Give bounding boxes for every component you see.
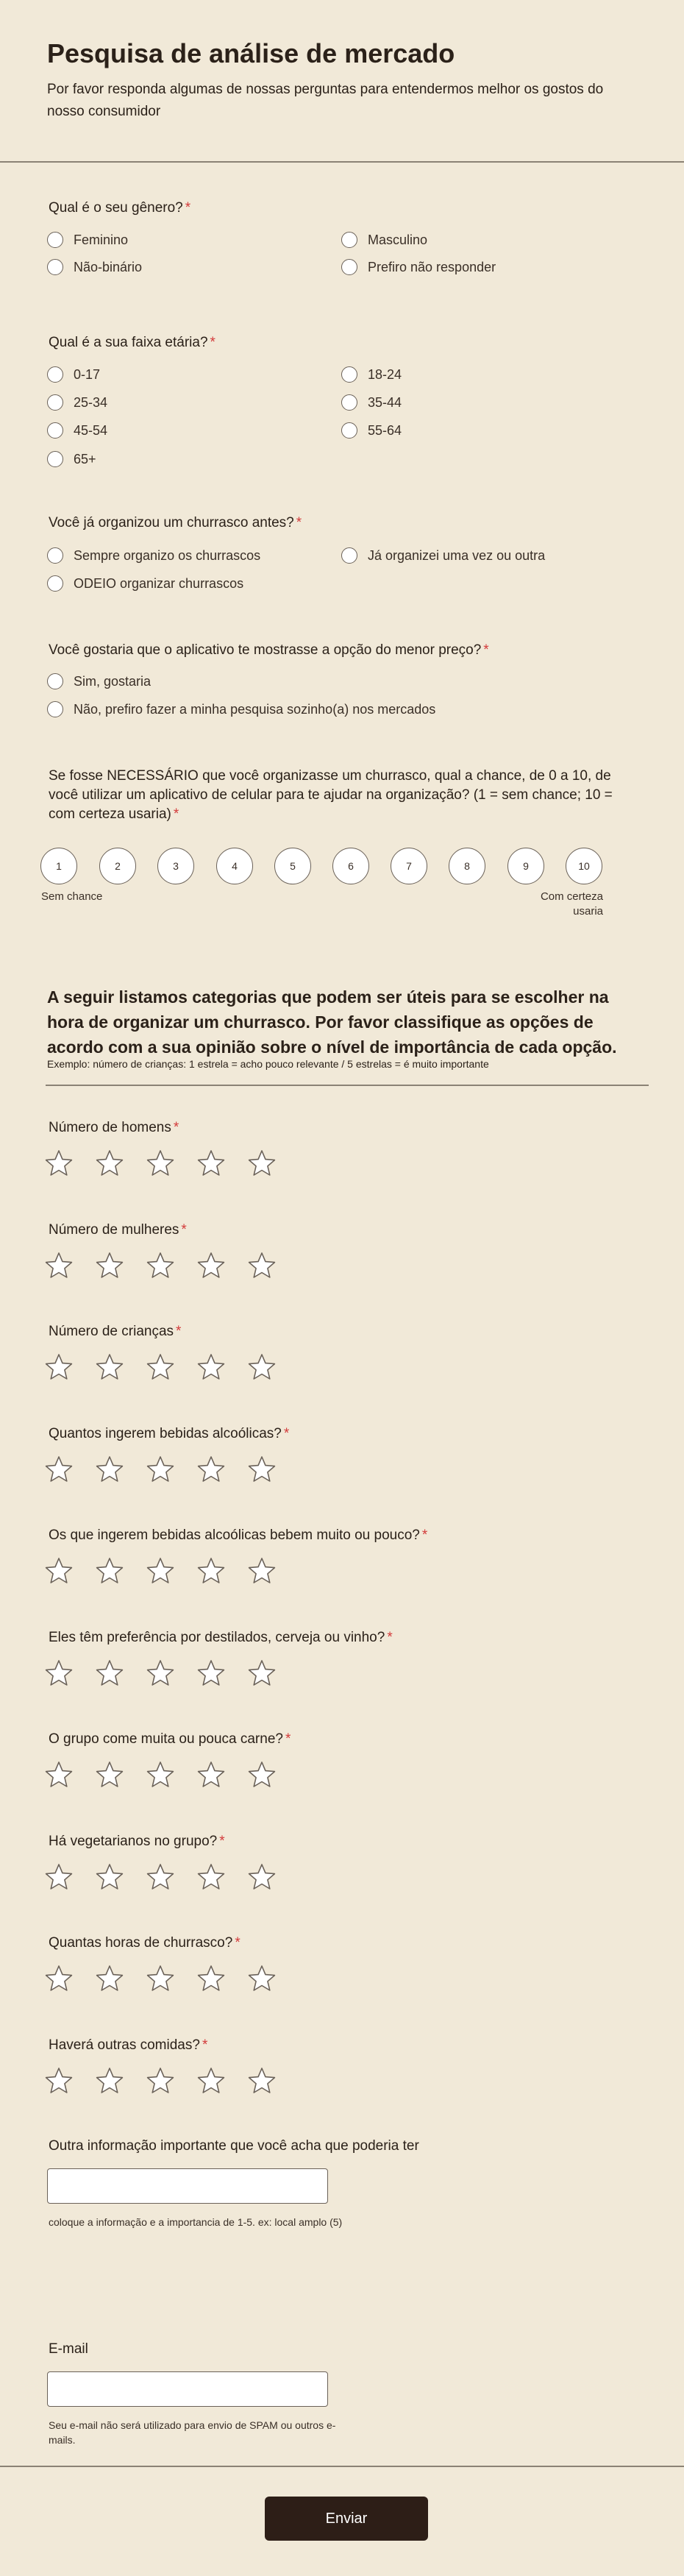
other-info-input[interactable]: [47, 2168, 328, 2204]
star-icon[interactable]: [247, 1556, 277, 1586]
section-note: Exemplo: número de crianças: 1 estrela = acho pouco relevante / 5 estrelas = é muito importante: [47, 1058, 489, 1070]
divider: [0, 2466, 684, 2467]
star-icon[interactable]: [44, 1964, 74, 1993]
radio-option[interactable]: Masculino: [341, 230, 427, 250]
question-chance: Se fosse NECESSÁRIO que você organizasse um churrasco, qual a chance, de 0 a 10, de você utilizar um aplicativo de celular para te ajudar na organização? (1 = sem chance; 10 = com certeza usaria) *: [49, 768, 613, 822]
star-icon[interactable]: [44, 1352, 74, 1382]
star-icon[interactable]: [196, 1149, 226, 1178]
required-mark: *: [387, 1629, 393, 1645]
radio-button[interactable]: [341, 547, 357, 564]
star-icon[interactable]: [95, 2066, 124, 2096]
star-icon[interactable]: [196, 1251, 226, 1280]
star-icon[interactable]: [95, 1352, 124, 1382]
required-mark: *: [285, 1731, 291, 1747]
page-title: Pesquisa de análise de mercado: [47, 38, 455, 68]
rating-question: Número de mulheres *: [49, 1221, 187, 1238]
radio-button[interactable]: [47, 394, 63, 411]
star-icon[interactable]: [146, 1352, 175, 1382]
star-icon[interactable]: [44, 2066, 74, 2096]
required-mark: *: [210, 335, 215, 350]
star-icon[interactable]: [44, 1862, 74, 1892]
radio-button[interactable]: [47, 422, 63, 439]
star-icon[interactable]: [196, 1658, 226, 1688]
required-mark: *: [219, 1833, 225, 1849]
star-icon[interactable]: [95, 1658, 124, 1688]
required-mark: *: [296, 515, 302, 531]
required-mark: *: [185, 200, 191, 216]
required-mark: *: [181, 1221, 187, 1238]
required-mark: *: [283, 1425, 290, 1441]
scale-option-6[interactable]: 6: [332, 848, 369, 884]
scale-option-1[interactable]: 1: [40, 848, 77, 884]
star-icon[interactable]: [146, 1455, 175, 1484]
rating-question: Há vegetarianos no grupo? *: [49, 1833, 225, 1849]
star-rating: [44, 1149, 277, 1178]
rating-question: Número de crianças *: [49, 1324, 182, 1339]
radio-button[interactable]: [47, 366, 63, 383]
radio-option[interactable]: 18-24: [341, 364, 402, 385]
star-icon[interactable]: [247, 1862, 277, 1892]
radio-button[interactable]: [47, 673, 63, 689]
required-mark: *: [421, 1527, 428, 1543]
star-icon[interactable]: [146, 2066, 175, 2096]
star-icon[interactable]: [247, 1352, 277, 1382]
star-icon[interactable]: [146, 1760, 175, 1789]
star-icon[interactable]: [44, 1658, 74, 1688]
star-icon[interactable]: [247, 1658, 277, 1688]
radio-button[interactable]: [47, 701, 63, 717]
star-rating: [44, 1658, 277, 1688]
question-other-info: Outra informação importante que você acha que poderia ter: [49, 2138, 419, 2154]
radio-option[interactable]: 45-54: [47, 420, 107, 441]
radio-option[interactable]: 35-44: [341, 392, 402, 413]
radio-button[interactable]: [341, 366, 357, 383]
radio-button[interactable]: [341, 422, 357, 439]
radio-option[interactable]: 0-17: [47, 364, 100, 385]
radio-button[interactable]: [341, 232, 357, 248]
rating-question: Os que ingerem bebidas alcoólicas bebem muito ou pouco? *: [49, 1527, 428, 1543]
page-subtitle: Por favor responda algumas de nossas perguntas para entendermos melhor os gostos do nosso consumidor: [47, 82, 604, 119]
required-mark: *: [483, 642, 489, 658]
star-icon[interactable]: [146, 1149, 175, 1178]
rating-question: Quantos ingerem bebidas alcoólicas? *: [49, 1425, 290, 1441]
star-rating: [44, 1556, 277, 1586]
star-icon[interactable]: [146, 1964, 175, 1993]
star-icon[interactable]: [247, 1251, 277, 1280]
star-rating: [44, 1760, 277, 1789]
email-input[interactable]: [47, 2371, 328, 2407]
scale-max-label: Com certeza usaria: [540, 890, 603, 918]
scale-option-4[interactable]: 4: [216, 848, 253, 884]
required-mark: *: [176, 1324, 182, 1339]
star-icon[interactable]: [44, 1760, 74, 1789]
email-help: Seu e-mail não será utilizado para envio de SPAM ou outros e-mails.: [49, 2419, 336, 2446]
required-mark: *: [202, 2037, 208, 2053]
star-rating: [44, 1964, 277, 1993]
star-icon[interactable]: [247, 1964, 277, 1993]
question-gender: Qual é o seu gênero? *: [49, 200, 191, 216]
star-icon[interactable]: [95, 1964, 124, 1993]
required-mark: *: [235, 1935, 241, 1951]
radio-option[interactable]: 65+: [47, 449, 96, 469]
radio-button[interactable]: [47, 547, 63, 564]
scale-option-8[interactable]: 8: [449, 848, 485, 884]
radio-option[interactable]: Não, prefiro fazer a minha pesquisa sozinho(a) nos mercados: [47, 699, 435, 720]
star-icon[interactable]: [146, 1658, 175, 1688]
radio-button[interactable]: [47, 575, 63, 592]
star-icon[interactable]: [196, 1964, 226, 1993]
section-title: A seguir listamos categorias que podem ser úteis para se escolher na hora de organizar um churrasco. Por favor classifique as opções de acordo com a sua opinião sobre o nível de importância de cada opção.: [47, 987, 617, 1057]
scale-option-3[interactable]: 3: [157, 848, 194, 884]
radio-button[interactable]: [341, 394, 357, 411]
question-age: Qual é a sua faixa etária? *: [49, 335, 215, 350]
star-icon[interactable]: [95, 1251, 124, 1280]
section-divider: [46, 1085, 649, 1086]
email-label: E-mail: [49, 2341, 88, 2357]
star-icon[interactable]: [44, 1455, 74, 1484]
required-mark: *: [173, 806, 179, 822]
radio-option[interactable]: Sempre organizo os churrascos: [47, 545, 260, 566]
radio-option[interactable]: 55-64: [341, 420, 402, 441]
star-icon[interactable]: [95, 1149, 124, 1178]
radio-option[interactable]: 25-34: [47, 392, 107, 413]
star-icon[interactable]: [247, 2066, 277, 2096]
star-rating: [44, 1251, 277, 1280]
required-mark: *: [173, 1120, 179, 1135]
star-rating: [44, 1455, 277, 1484]
radio-button[interactable]: [47, 451, 63, 467]
star-icon[interactable]: [196, 1556, 226, 1586]
star-icon[interactable]: [44, 1251, 74, 1280]
radio-button[interactable]: [47, 232, 63, 248]
star-icon[interactable]: [146, 1556, 175, 1586]
star-icon[interactable]: [196, 1760, 226, 1789]
star-icon[interactable]: [44, 1149, 74, 1178]
star-icon[interactable]: [95, 1862, 124, 1892]
scale-option-9[interactable]: 9: [507, 848, 544, 884]
star-icon[interactable]: [146, 1251, 175, 1280]
rating-question: Número de homens *: [49, 1120, 179, 1135]
radio-option[interactable]: Sim, gostaria: [47, 671, 151, 692]
radio-option[interactable]: Já organizei uma vez ou outra: [341, 545, 545, 566]
star-icon[interactable]: [247, 1149, 277, 1178]
divider: [0, 161, 684, 163]
star-icon[interactable]: [247, 1760, 277, 1789]
star-rating: [44, 1862, 277, 1892]
scale-option-5[interactable]: 5: [274, 848, 311, 884]
rating-question: Quantas horas de churrasco? *: [49, 1935, 241, 1951]
scale-option-7[interactable]: 7: [391, 848, 427, 884]
star-icon[interactable]: [95, 1556, 124, 1586]
radio-button[interactable]: [341, 259, 357, 275]
question-bbq-before: Você já organizou um churrasco antes? *: [49, 515, 302, 531]
star-rating: [44, 1352, 277, 1382]
star-icon[interactable]: [95, 1760, 124, 1789]
scale-min-label: Sem chance: [41, 890, 103, 903]
star-icon[interactable]: [44, 1556, 74, 1586]
star-icon[interactable]: [196, 1455, 226, 1484]
rating-question: O grupo come muita ou pouca carne? *: [49, 1731, 291, 1747]
submit-button[interactable]: Enviar: [265, 2497, 428, 2541]
radio-button[interactable]: [47, 259, 63, 275]
radio-option[interactable]: Prefiro não responder: [341, 257, 496, 277]
radio-option[interactable]: Não-binário: [47, 257, 142, 277]
star-rating: [44, 2066, 277, 2096]
star-icon[interactable]: [247, 1455, 277, 1484]
star-icon[interactable]: [196, 1352, 226, 1382]
star-icon[interactable]: [196, 2066, 226, 2096]
star-icon[interactable]: [146, 1862, 175, 1892]
rating-question: Haverá outras comidas? *: [49, 2037, 208, 2053]
radio-option[interactable]: ODEIO organizar churrascos: [47, 573, 243, 594]
radio-option[interactable]: Feminino: [47, 230, 128, 250]
scale-option-2[interactable]: 2: [99, 848, 136, 884]
star-icon[interactable]: [196, 1862, 226, 1892]
scale-option-10[interactable]: 10: [566, 848, 602, 884]
rating-question: Eles têm preferência por destilados, cerveja ou vinho? *: [49, 1629, 393, 1645]
question-lowest-price: Você gostaria que o aplicativo te mostrasse a opção do menor preço? *: [49, 642, 489, 658]
other-info-help: coloque a informação e a importancia de 1-5. ex: local amplo (5): [49, 2216, 343, 2228]
star-icon[interactable]: [95, 1455, 124, 1484]
